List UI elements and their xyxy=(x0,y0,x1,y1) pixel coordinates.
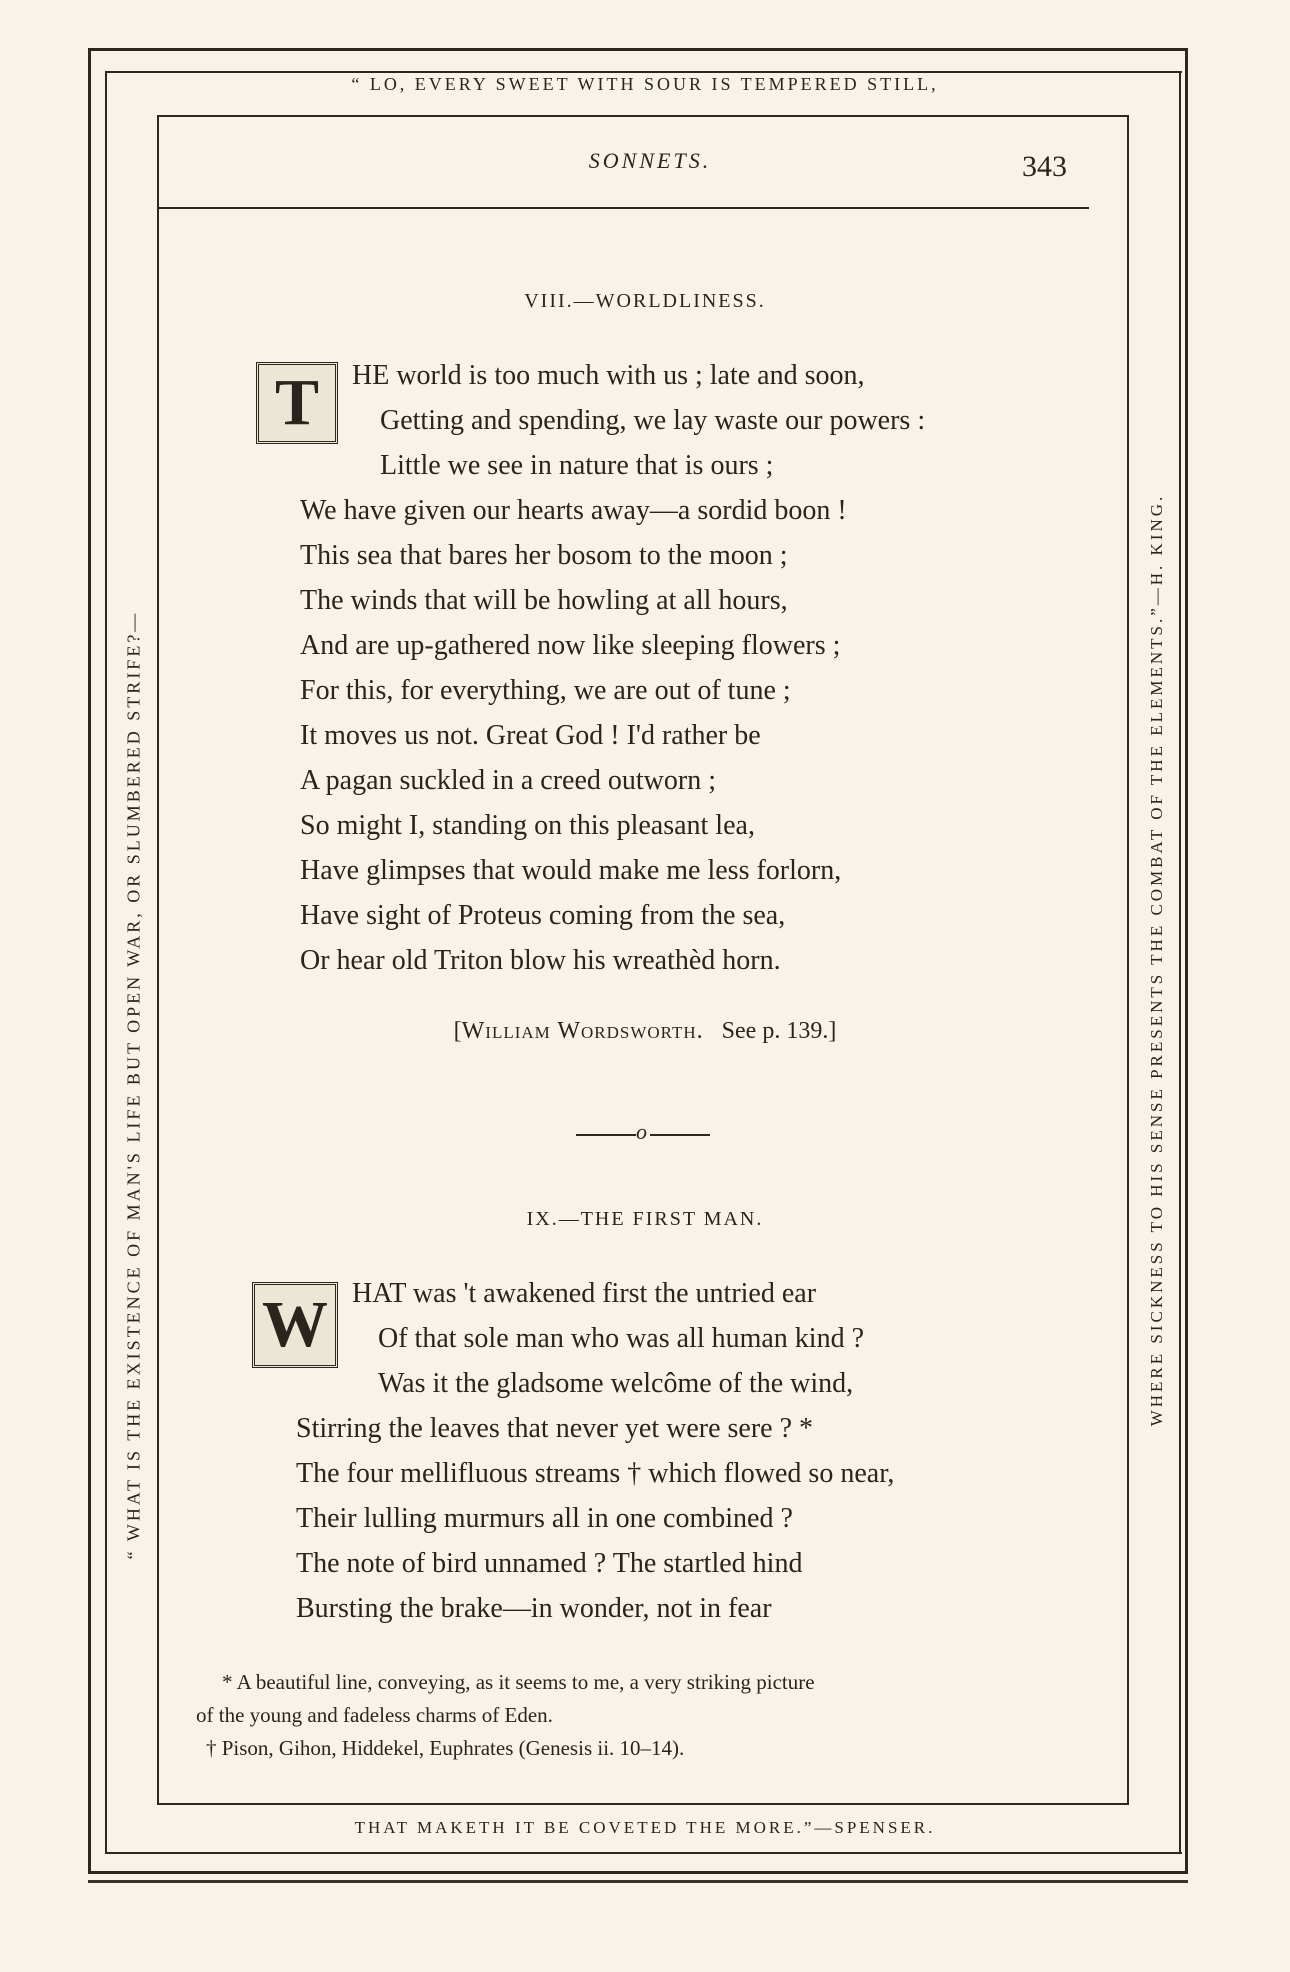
sonnet-8-line: We have given our hearts away—a sordid boon ! xyxy=(300,495,847,526)
frame-inner-left xyxy=(157,115,159,1805)
sonnet-8-line: Getting and spending, we lay waste our powers : xyxy=(380,405,926,436)
sonnet-8-line: Little we see in nature that is ours ; xyxy=(380,450,774,481)
sonnet-9-line: Their lulling murmurs all in one combined ? xyxy=(296,1503,793,1534)
left-margin-quote: “ WHAT IS THE EXISTENCE OF MAN'S LIFE BUT OPEN WAR, OR SLUMBERED STRIFE?— xyxy=(123,610,144,1560)
sonnet-8-line: This sea that bares her bosom to the moon ; xyxy=(300,540,788,571)
sonnet-8-line: Have glimpses that would make me less forlorn, xyxy=(300,855,842,886)
sonnet-8-attribution: [William Wordsworth. See p. 139.] xyxy=(453,1018,837,1044)
frame-outer-left xyxy=(88,48,91,1874)
bottom-margin-quote: THAT MAKETH IT BE COVETED THE MORE.”—SPENSER. xyxy=(354,1818,936,1837)
dropcap-t: T xyxy=(256,362,338,444)
footnote-star-2: of the young and fadeless charms of Eden. xyxy=(196,1703,553,1727)
divider-ornament: o xyxy=(636,1119,647,1144)
frame-inner-right xyxy=(1127,115,1129,1805)
sonnet-8-line: It moves us not. Great God ! I'd rather be xyxy=(300,720,761,751)
frame-outer-top xyxy=(88,48,1188,51)
frame-border-right xyxy=(1179,71,1181,1854)
frame-outer-bottom xyxy=(88,1871,1188,1874)
sonnet-8-line: HE world is too much with us ; late and soon, xyxy=(352,360,865,391)
footnote-star-1: * A beautiful line, conveying, as it seems to me, a very striking picture xyxy=(222,1670,815,1694)
sonnet-8-line: So might I, standing on this pleasant lea, xyxy=(300,810,755,841)
attribution-reference: See p. 139. xyxy=(721,1018,829,1044)
frame-inner-top xyxy=(157,115,1129,117)
sonnet-9-line: The four mellifluous streams † which flowed so near, xyxy=(296,1458,895,1489)
sonnet-8-line: Have sight of Proteus coming from the sea, xyxy=(300,900,786,931)
attribution-author: William Wordsworth. xyxy=(461,1018,704,1044)
top-margin-quote: “ LO, EVERY SWEET WITH SOUR IS TEMPERED STILL, xyxy=(351,74,939,94)
sonnet-9-line: Of that sole man who was all human kind ? xyxy=(378,1323,865,1354)
running-title: SONNETS. xyxy=(588,148,712,173)
sonnet-9-line: The note of bird unnamed ? The startled hind xyxy=(296,1548,803,1579)
sonnet-9-title: IX.—THE FIRST MAN. xyxy=(526,1208,764,1230)
sonnet-8-title: VIII.—WORLDLINESS. xyxy=(524,290,766,312)
sonnet-9-line: Was it the gladsome welcôme of the wind, xyxy=(378,1368,854,1399)
dropcap-w: W xyxy=(252,1282,338,1368)
section-divider xyxy=(560,1119,720,1145)
sonnet-8-line: A pagan suckled in a creed outworn ; xyxy=(300,765,716,796)
frame-inner-bottom xyxy=(157,1803,1129,1805)
frame-border-top xyxy=(105,71,1182,73)
sonnet-9-line: Bursting the brake—in wonder, not in fear xyxy=(296,1593,772,1624)
sonnet-8-line: Or hear old Triton blow his wreathèd horn. xyxy=(300,945,781,976)
frame-border-left xyxy=(105,71,107,1854)
page-number: 343 xyxy=(1022,150,1067,183)
footnote-dagger: † Pison, Gihon, Hiddekel, Euphrates (Genesis ii. 10–14). xyxy=(206,1736,685,1760)
sonnet-8-line: And are up-gathered now like sleeping flowers ; xyxy=(300,630,841,661)
sonnet-8-line: The winds that will be howling at all hours, xyxy=(300,585,788,616)
sonnet-8-line: For this, for everything, we are out of tune ; xyxy=(300,675,791,706)
frame-outer-right xyxy=(1185,48,1188,1874)
sonnet-9-line: HAT was 't awakened first the untried ear xyxy=(352,1278,817,1309)
right-margin-quote: WHERE SICKNESS TO HIS SENSE PRESENTS THE COMBAT OF THE ELEMENTS.”—H. KING. xyxy=(1147,493,1166,1427)
sonnet-9-line: Stirring the leaves that never yet were sere ? * xyxy=(296,1413,814,1444)
header-rule xyxy=(159,207,1089,209)
frame-border-bottom xyxy=(105,1852,1182,1854)
page-bottom-edge xyxy=(88,1880,1188,1883)
